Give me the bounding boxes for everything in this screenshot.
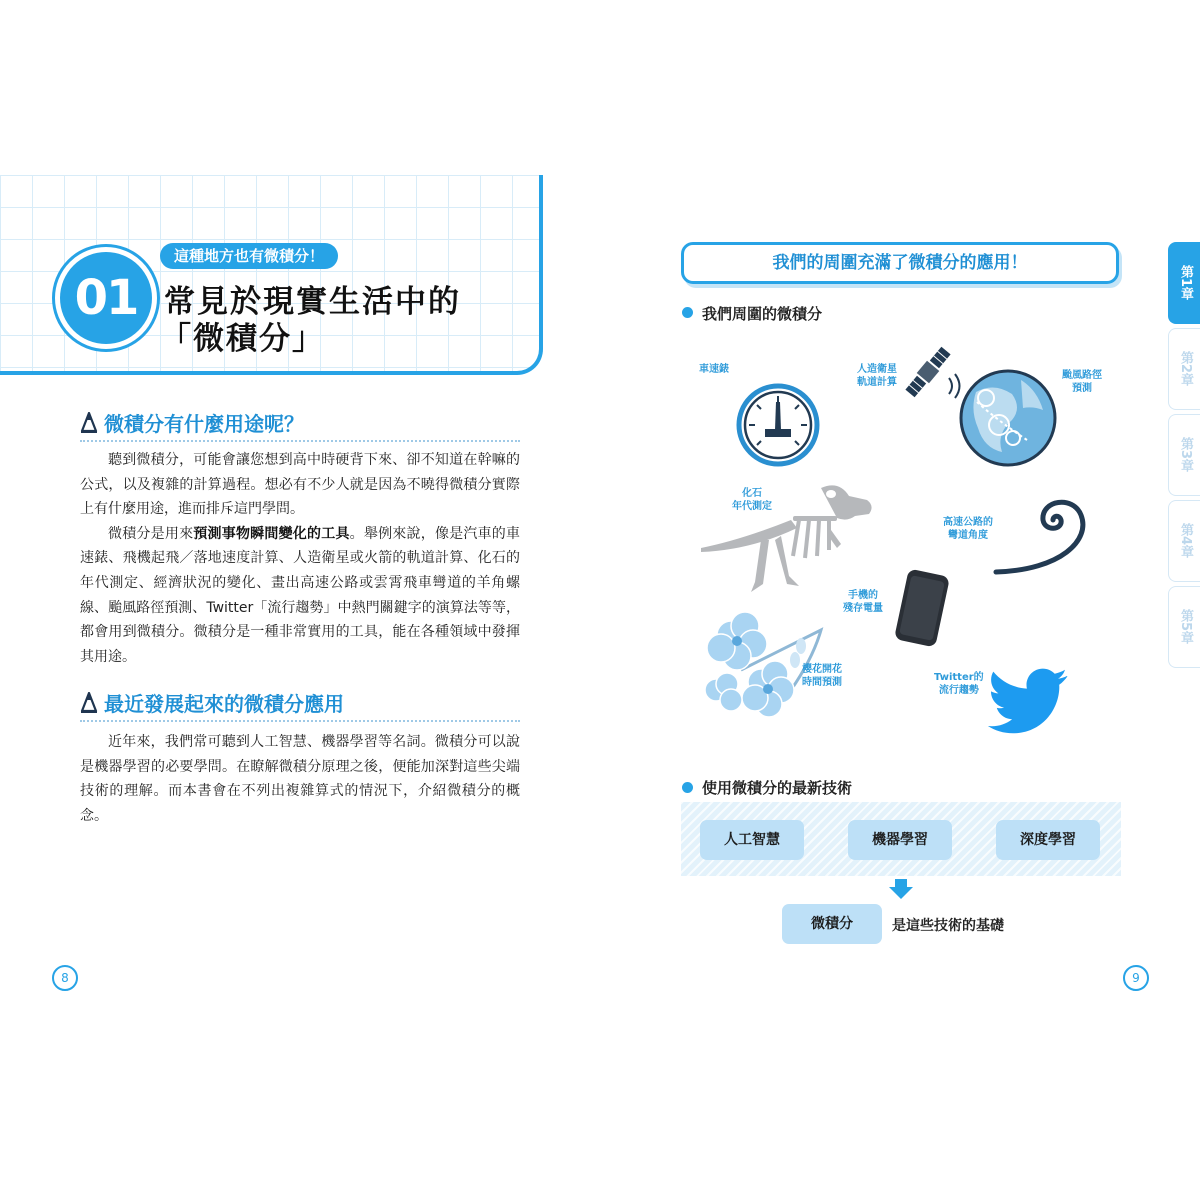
dinosaur-skeleton-icon [701, 485, 872, 592]
base-caption: 是這些技術的基礎 [892, 918, 1004, 934]
pencil-icon [80, 692, 98, 714]
chapter-tab-2[interactable]: 第2章 [1168, 328, 1200, 410]
tech-box-machine-learning: 機器學習 [848, 820, 952, 860]
bullet-dot [682, 307, 693, 318]
chapter-tab-1[interactable]: 第1章 [1168, 242, 1200, 324]
section-title-line-1: 常見於現實生活中的 [164, 284, 461, 320]
section-heading-uses [80, 406, 520, 442]
tech-box-ai: 人工智慧 [700, 820, 804, 860]
highlight-text: 預測事物瞬間變化的工具 [193, 525, 350, 542]
tech-box-deep-learning: 深度學習 [996, 820, 1100, 860]
label-highway: 高速公路的 彎道角度 [943, 517, 993, 541]
right-page-banner: 我們的周圍充滿了微積分的應用！ [681, 242, 1119, 284]
pencil-icon [80, 412, 98, 434]
bullet-heading-latest-tech: 使用微積分的最新技術 [702, 779, 853, 797]
arrow-down-icon [889, 879, 913, 899]
label-twitter: Twitter的 流行趨勢 [934, 672, 984, 696]
typhoon-globe-icon [961, 371, 1055, 465]
satellite-icon [904, 345, 952, 398]
paragraph: 微積分是用來預測事物瞬間變化的工具。舉例來說，像是汽車的車速錶、飛機起飛／落地速度計算、人造衛星或火箭的軌道計算、化石的年代測定、經濟狀況的變化、畫出高速公路或雲霄飛車彎道的羊角螺線、颱風路徑預測、Twitter「流行趨勢」中熱門關鍵字的演算法等等，都會用到微積分。微積分是一種非常實用的工具，能在各種領域中發揮其用途。 [80, 525, 521, 665]
paragraph: 近年來，我們常可聽到人工智慧、機器學習等名詞。微積分可以說是機器學習的必要學問。在瞭解微積分原理之後，便能加深對這些尖端技術的理解。而本書會在不列出複雜算式的情況下，介紹微積分的概念。 [80, 734, 520, 824]
section-heading-text: 微積分有什麼用途呢？ [104, 412, 304, 436]
section2-body [80, 730, 520, 828]
chapter-tab-3[interactable]: 第3章 [1168, 414, 1200, 496]
chapter-tab-5[interactable]: 第5章 [1168, 586, 1200, 668]
bullet-heading-around-us: 我們周圍的微積分 [702, 305, 823, 323]
bullet-dot [682, 782, 693, 793]
clothoid-spiral-icon [996, 502, 1083, 572]
label-sakura: 櫻花開花 時間預測 [802, 664, 842, 688]
section-title-line-2: 「微積分」 [160, 321, 325, 357]
calculus-base-box: 微積分 [782, 904, 882, 944]
label-typhoon: 颱風路徑 預測 [1062, 370, 1102, 394]
calculus-uses-illustration [681, 330, 1121, 750]
section-number: 01 [60, 252, 152, 344]
section-heading-applications [80, 686, 520, 722]
smartphone-icon [894, 568, 950, 647]
label-speedometer: 車速錶 [699, 364, 729, 375]
page-number-right: 9 [1123, 965, 1149, 991]
label-phone: 手機的 殘存電量 [843, 590, 883, 614]
paragraph: 聽到微積分，可能會讓您想到高中時硬背下來、卻不知道在幹嘛的公式，以及複雜的計算過程。想必有不少人就是因為不曉得微積分實際上有什麼用途，進而排斥這門學問。 [80, 452, 520, 518]
twitter-bird-icon [988, 669, 1068, 734]
label-fossil: 化石 年代測定 [732, 488, 772, 512]
section-heading-text: 最近發展起來的微積分應用 [104, 692, 344, 716]
label-satellite: 人造衛星 軌道計算 [857, 364, 897, 388]
section-tag: 這種地方也有微積分！ [160, 243, 338, 269]
section1-body [80, 448, 520, 669]
chapter-tab-4[interactable]: 第4章 [1168, 500, 1200, 582]
speedometer-icon [739, 386, 817, 464]
page-number-left: 8 [52, 965, 78, 991]
